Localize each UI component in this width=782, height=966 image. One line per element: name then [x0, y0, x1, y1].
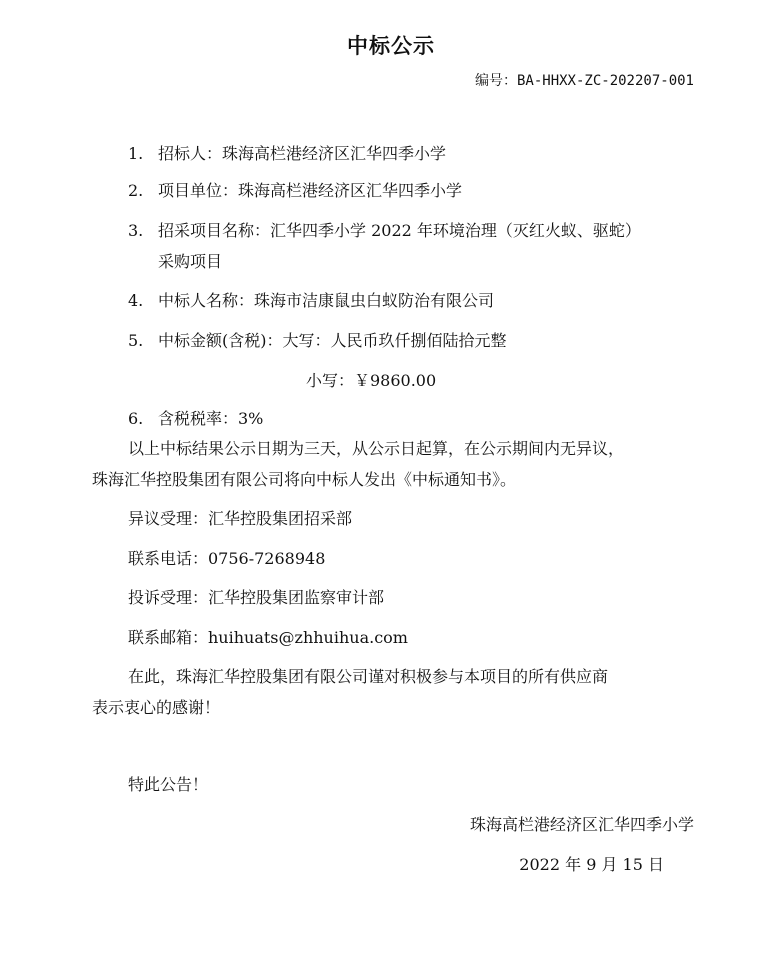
list-item-winner [128, 290, 494, 312]
list-item-tax-rate [128, 408, 263, 430]
amount-small: 小写：￥9860.00 [306, 371, 437, 390]
page-title: 中标公示 [347, 34, 435, 58]
list-item-number: 5. [128, 331, 144, 350]
document-number: 编号：BA-HHXX-ZC-202207-001 [474, 73, 694, 89]
list-item-number: 3. [128, 221, 144, 240]
closing-statement: 特此公告！ [128, 775, 209, 794]
thanks-line-1: 在此，珠海汇华控股集团有限公司谨对积极参与本项目的所有供应商 [128, 667, 609, 686]
list-item-project-name [128, 220, 641, 242]
list-item-project-name-cont: 采购项目 [158, 252, 223, 271]
notice-line-1: 以上中标结果公示日期为三天，从公示日起算，在公示期间内无异议， [128, 439, 625, 458]
thanks-line-2: 表示衷心的感谢！ [92, 698, 221, 717]
list-item-text: 中标人名称：珠海市洁康鼠虫白蚁防治有限公司 [158, 291, 495, 310]
list-item-number: 6. [128, 409, 144, 428]
list-item-text: 招标人：珠海高栏港经济区汇华四季小学 [158, 144, 447, 163]
list-item-tenderer [128, 143, 446, 165]
list-item-number: 1. [128, 144, 144, 163]
list-item-number: 4. [128, 291, 144, 310]
list-item-number: 2. [128, 181, 144, 200]
complaint-contact: 投诉受理：汇华控股集团监察审计部 [128, 588, 385, 607]
email-contact: 联系邮箱：huihuats@zhhuihua.com [128, 628, 408, 647]
notice-line-2: 珠海汇华控股集团有限公司将向中标人发出《中标通知书》。 [92, 470, 517, 489]
list-item-text: 项目单位：珠海高栏港经济区汇华四季小学 [158, 181, 463, 200]
phone-contact: 联系电话：0756-7268948 [128, 549, 326, 568]
signature-organization: 珠海高栏港经济区汇华四季小学 [469, 815, 694, 834]
objection-contact: 异议受理：汇华控股集团招采部 [128, 509, 353, 528]
list-item-text: 招采项目名称：汇华四季小学 2022 年环境治理（灭红火蚁、驱蛇） [158, 221, 641, 240]
list-item-project-unit [128, 180, 462, 202]
list-item-text: 含税税率：3% [158, 409, 264, 428]
list-item-text: 中标金额(含税)：大写：人民币玖仟捌佰陆拾元整 [158, 331, 507, 350]
list-item-amount [128, 330, 507, 352]
signature-date: 2022 年 9 月 15 日 [519, 855, 664, 874]
